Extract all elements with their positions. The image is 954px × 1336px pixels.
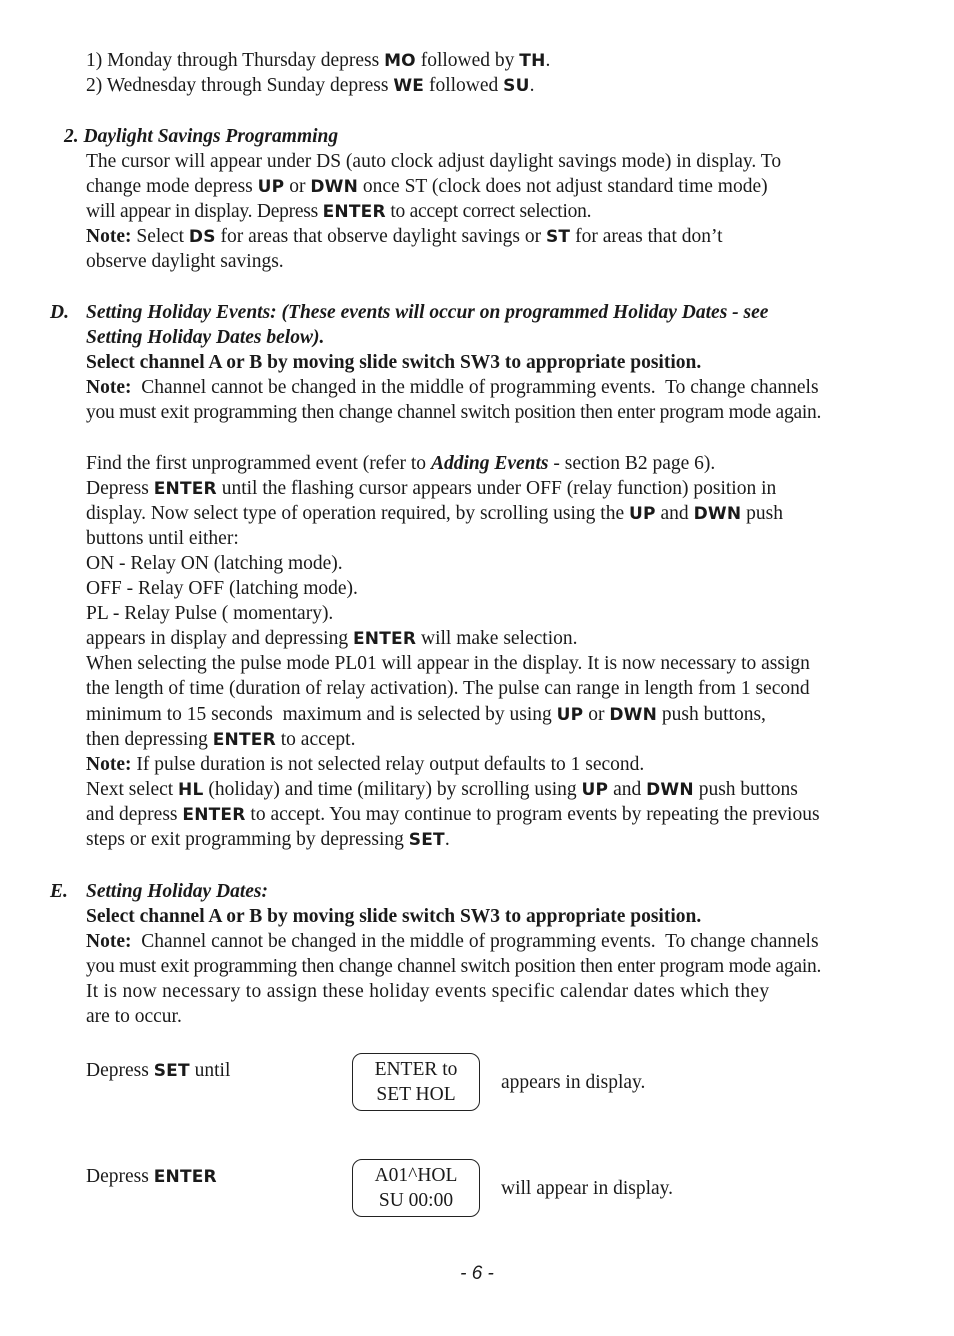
lcd-line-2: SU 00:00 — [378, 1190, 454, 1211]
page-number: - 6 - — [460, 1263, 494, 1284]
lcd-line-1: A01^HOL — [374, 1165, 458, 1186]
step-1-instruction: Depress SET until — [86, 1060, 231, 1081]
day-range-line-1: 1) Monday through Thursday depress MO followed by TH. — [86, 50, 551, 71]
set-button-label: SET — [408, 829, 445, 850]
section-d-label: D. — [50, 302, 69, 323]
holiday-events-select-channel: Select channel A or B by moving slide switch SW3 to appropriate position. — [86, 352, 702, 374]
st-button-label: ST — [545, 227, 571, 248]
holiday-events-section — [86, 300, 821, 852]
daylight-line-3: will appear in display. Depress ENTER to accept correct selection. — [86, 201, 592, 223]
dwn-button-label: DWN — [609, 704, 658, 725]
day-range-list — [86, 48, 550, 98]
up-button-label: UP — [556, 704, 584, 725]
holiday-events-p9: When selecting the pulse mode PL01 will appear in the display. It is now necessary to assign — [86, 653, 810, 675]
enter-button-label: ENTER — [322, 202, 386, 223]
daylight-heading: 2. Daylight Savings Programming — [64, 126, 339, 147]
holiday-events-note-2: you must exit programming then change channel switch position then enter program mode again. — [86, 402, 822, 424]
holiday-events-p16: steps or exit programming by depressing SET. — [86, 828, 450, 850]
th-button-label: TH — [519, 51, 546, 71]
holiday-events-p14: Next select HL (holiday) and time (military) by scrolling using UP and DWN push buttons — [86, 778, 798, 800]
enter-button-label: ENTER — [212, 729, 276, 750]
up-button-label: UP — [581, 779, 609, 800]
holiday-dates-section — [86, 879, 821, 1030]
enter-button-label: ENTER — [182, 804, 246, 825]
lcd-line-1: ENTER to — [374, 1059, 458, 1080]
holiday-events-p11: minimum to 15 seconds maximum and is selected by using UP or DWN push buttons, — [86, 703, 766, 725]
step-1-result: appears in display. — [501, 1072, 646, 1093]
we-button-label: WE — [393, 76, 425, 97]
holiday-events-p1: Find the first unprogrammed event (refer to Adding Events - section B2 page 6). — [86, 452, 716, 474]
lcd-display-enter-to-set-hol — [352, 1053, 480, 1111]
step-2-result: will appear in display. — [501, 1178, 674, 1199]
holiday-events-p2: Depress ENTER until the flashing cursor appears under OFF (relay function) position in — [86, 477, 777, 499]
holiday-events-note-1: Note: Channel cannot be changed in the middle of programming events. To change channels — [86, 377, 819, 399]
note-label: Note: — [86, 377, 132, 399]
daylight-line-5: observe daylight savings. — [86, 251, 284, 273]
daylight-line-2: change mode depress UP or DWN once ST (clock does not adjust standard time mode) — [86, 176, 768, 198]
holiday-dates-note-1: Note: Channel cannot be changed in the middle of programming events. To change channels — [86, 931, 819, 953]
option-pulse: PL - Relay Pulse ( momentary). — [86, 603, 334, 625]
su-button-label: SU — [503, 76, 530, 97]
holiday-dates-p2: are to occur. — [86, 1006, 182, 1028]
holiday-events-p12: then depressing ENTER to accept. — [86, 728, 356, 750]
enter-button-label: ENTER — [153, 478, 217, 499]
option-off: OFF - Relay OFF (latching mode). — [86, 578, 358, 600]
step-2-instruction: Depress ENTER — [86, 1166, 217, 1187]
holiday-events-p4: buttons until either: — [86, 527, 239, 549]
up-button-label: UP — [628, 503, 656, 524]
option-on: ON - Relay ON (latching mode). — [86, 552, 343, 574]
holiday-events-p8: appears in display and depressing ENTER will make selection. — [86, 628, 578, 650]
ds-button-label: DS — [188, 227, 216, 248]
daylight-line-4: Note: Select DS for areas that observe daylight savings or ST for areas that don’t — [86, 226, 723, 248]
holiday-events-p13: Note: If pulse duration is not selected relay output defaults to 1 second. — [86, 753, 645, 775]
day-range-line-2: 2) Wednesday through Sunday depress WE followed SU. — [86, 75, 535, 97]
set-button-label: SET — [153, 1061, 190, 1081]
holiday-dates-select-channel: Select channel A or B by moving slide switch SW3 to appropriate position. — [86, 906, 702, 928]
holiday-dates-p1: It is now necessary to assign these holiday events specific calendar dates which they — [86, 981, 770, 1003]
holiday-events-p10: the length of time (duration of relay activation). The pulse can range in length from 1 second — [86, 678, 810, 700]
adding-events-reference: Adding Events — [430, 452, 549, 474]
section-e-label: E. — [50, 881, 68, 902]
holiday-events-p3: display. Now select type of operation required, by scrolling using the UP and DWN push — [86, 502, 783, 524]
lcd-line-2: SET HOL — [376, 1084, 456, 1105]
up-button-label: UP — [257, 177, 285, 198]
daylight-section — [86, 149, 781, 274]
note-label: Note: — [86, 753, 132, 775]
dwn-button-label: DWN — [693, 503, 742, 524]
holiday-events-title-1: Setting Holiday Events: (These events will occur on programmed Holiday Dates - see — [86, 302, 769, 323]
hl-button-label: HL — [178, 779, 204, 800]
holiday-dates-note-2: you must exit programming then change channel switch position then enter program mode again. — [86, 956, 822, 978]
note-label: Note: — [86, 931, 132, 953]
dwn-button-label: DWN — [646, 779, 694, 800]
lcd-display-a01-hol — [352, 1159, 480, 1217]
enter-button-label: ENTER — [153, 1167, 217, 1187]
holiday-events-p15: and depress ENTER to accept. You may continue to program events by repeating the previous — [86, 803, 820, 825]
holiday-events-title-2: Setting Holiday Dates below). — [86, 327, 325, 349]
mo-button-label: MO — [384, 51, 416, 71]
enter-button-label: ENTER — [352, 629, 417, 650]
dwn-button-label: DWN — [310, 177, 359, 198]
holiday-dates-title: Setting Holiday Dates: — [86, 881, 268, 902]
note-label: Note: — [86, 226, 132, 248]
daylight-line-1: The cursor will appear under DS (auto clock adjust daylight savings mode) in display. To — [86, 151, 782, 172]
